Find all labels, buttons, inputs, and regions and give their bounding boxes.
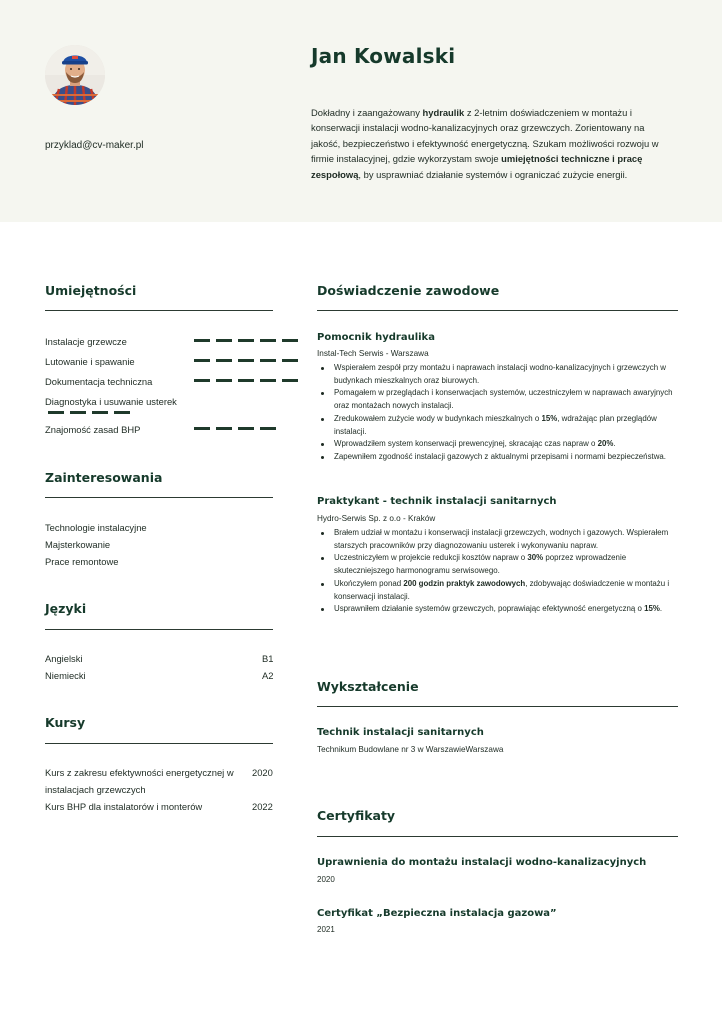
interest-item: Prace remontowe (45, 556, 119, 567)
skill-level-dash (260, 427, 276, 430)
skill-level-bar (194, 339, 298, 342)
interests-divider (45, 497, 273, 498)
job-title: Pomocnik hydraulika (317, 332, 435, 343)
language-level: B1 (262, 653, 274, 664)
job-bullet: Usprawniłem działanie systemów grzewczych, poprawiając efektywność energetyczną o 15%. (317, 603, 679, 616)
education-degree: Technik instalacji sanitarnych (317, 727, 484, 738)
skill-level-dash (216, 379, 232, 382)
skill-label: Lutowanie i spawanie (45, 356, 135, 367)
header-band (0, 0, 722, 222)
certificates-divider (317, 836, 678, 837)
skill-level-dash (238, 339, 254, 342)
course-name: Kurs BHP dla instalatorów i monterów (45, 801, 203, 812)
profile-photo-avatar (45, 45, 105, 105)
skill-level-dash (282, 339, 298, 342)
job-bullet: Brałem udział w montażu i konserwacji instalacji grzewczych, wodnych i gazowych. Wspierałem starszych pracowników przy diagnozowaniu usterek i wykonywaniu napraw. (317, 527, 679, 552)
skill-level-dash (194, 359, 210, 362)
job-bullet: Zapewniłem zgodność instalacji gazowych z aktualnymi przepisami i normami bezpieczeństwa. (317, 451, 679, 464)
certificate-year: 2020 (317, 875, 335, 884)
language-name: Angielski (45, 653, 83, 664)
job-bullet-list (317, 527, 679, 616)
interests-section-title: Zainteresowania (45, 470, 163, 485)
job-company: Instal-Tech Serwis - Warszawa (317, 349, 429, 358)
skill-level-dash (238, 359, 254, 362)
education-divider (317, 706, 678, 707)
languages-divider (45, 629, 273, 630)
course-name: Kurs z zakresu efektywności energetycznej w (45, 767, 234, 778)
job-bullet: Uczestniczyłem w projekcie redukcji kosztów napraw o 30% poprzez wprowadzenie skuteczniejszego harmonogramu serwisowego. (317, 552, 679, 577)
skills-divider (45, 310, 273, 311)
skill-label: Znajomość zasad BHP (45, 424, 141, 435)
skill-level-dash (260, 359, 276, 362)
language-level: A2 (262, 670, 274, 681)
skill-level-dash (282, 379, 298, 382)
skill-level-dash (194, 427, 210, 430)
skill-level-dash (194, 339, 210, 342)
skill-level-dash (114, 411, 130, 414)
skill-level-bar (194, 379, 298, 382)
skill-level-dash (216, 359, 232, 362)
skill-level-dash (282, 359, 298, 362)
skill-level-dash (260, 379, 276, 382)
experience-section-title: Doświadczenie zawodowe (317, 283, 500, 298)
languages-section-title: Języki (45, 601, 87, 616)
skill-label: Instalacje grzewcze (45, 336, 127, 347)
skills-section-title: Umiejętności (45, 283, 137, 298)
courses-divider (45, 743, 273, 744)
skill-level-dash (92, 411, 108, 414)
course-year: 2022 (252, 801, 273, 812)
job-title: Praktykant - technik instalacji sanitarnych (317, 496, 557, 507)
job-bullet: Zredukowałem zużycie wody w budynkach mieszkalnych o 15%, wdrażając plan przeglądów instalacji. (317, 413, 679, 438)
skill-label: Diagnostyka i usuwanie usterek (45, 396, 177, 407)
job-bullet: Wspierałem zespół przy montażu i naprawach instalacji wodno-kanalizacyjnych i grzewczych w budynkach mieszkalnych oraz biurowych. (317, 362, 679, 387)
skill-level-bar (194, 427, 276, 430)
course-name-continued: instalacjach grzewczych (45, 784, 146, 795)
email-contact[interactable]: przyklad@cv-maker.pl (45, 140, 144, 151)
education-section-title: Wykształcenie (317, 679, 419, 694)
skill-level-dash (194, 379, 210, 382)
skill-level-dash (238, 427, 254, 430)
experience-divider (317, 310, 678, 311)
skill-level-dash (48, 411, 64, 414)
certificates-section-title: Certyfikaty (317, 808, 396, 823)
person-photo-icon (45, 45, 105, 105)
skill-level-dash (216, 339, 232, 342)
profile-summary: Dokładny i zaangażowany hydraulik z 2-letnim doświadczeniem w montażu i konserwacji instalacji wodno-kanalizacyjnych oraz grzewczych. Zorientowany na jakość, bezpieczeństwo i efektywność energetyczną. Szukam możliwości rozwoju w firmie instalacyjnej, gdzie wykorzystam swoje umiejętności techniczne i pracę zespołową, by usprawniać działanie systemów i ograniczać zużycie energii. (311, 107, 659, 180)
course-year: 2020 (252, 767, 273, 778)
job-company: Hydro-Serwis Sp. z o.o - Kraków (317, 514, 436, 523)
education-school: Technikum Budowlane nr 3 w WarszawieWarszawa (317, 745, 504, 754)
job-bullet-list (317, 362, 679, 464)
certificate-name: Certyfikat „Bezpieczna instalacja gazowa” (317, 908, 557, 919)
certificate-name: Uprawnienia do montażu instalacji wodno-kanalizacyjnych (317, 857, 647, 868)
skill-label: Dokumentacja techniczna (45, 376, 153, 387)
skill-level-bar (48, 411, 130, 414)
interest-item: Majsterkowanie (45, 539, 111, 550)
job-bullet: Pomagałem w przeglądach i konserwacjach systemów, uczestniczyłem w naprawach awaryjnych oraz montażach nowych instalacji. (317, 387, 679, 412)
certificate-year: 2021 (317, 925, 335, 934)
courses-section-title: Kursy (45, 715, 86, 730)
interest-item: Technologie instalacyjne (45, 522, 147, 533)
candidate-name: Jan Kowalski (311, 44, 456, 68)
job-bullet: Wprowadziłem system konserwacji prewencyjnej, skracając czas napraw o 20%. (317, 438, 679, 451)
skill-level-dash (238, 379, 254, 382)
skill-level-bar (194, 359, 298, 362)
job-bullet: Ukończyłem ponad 200 godzin praktyk zawodowych, zdobywając doświadczenie w montażu i konserwacji instalacji. (317, 578, 679, 603)
skill-level-dash (216, 427, 232, 430)
language-name: Niemiecki (45, 670, 86, 681)
skill-level-dash (70, 411, 86, 414)
skill-level-dash (260, 339, 276, 342)
